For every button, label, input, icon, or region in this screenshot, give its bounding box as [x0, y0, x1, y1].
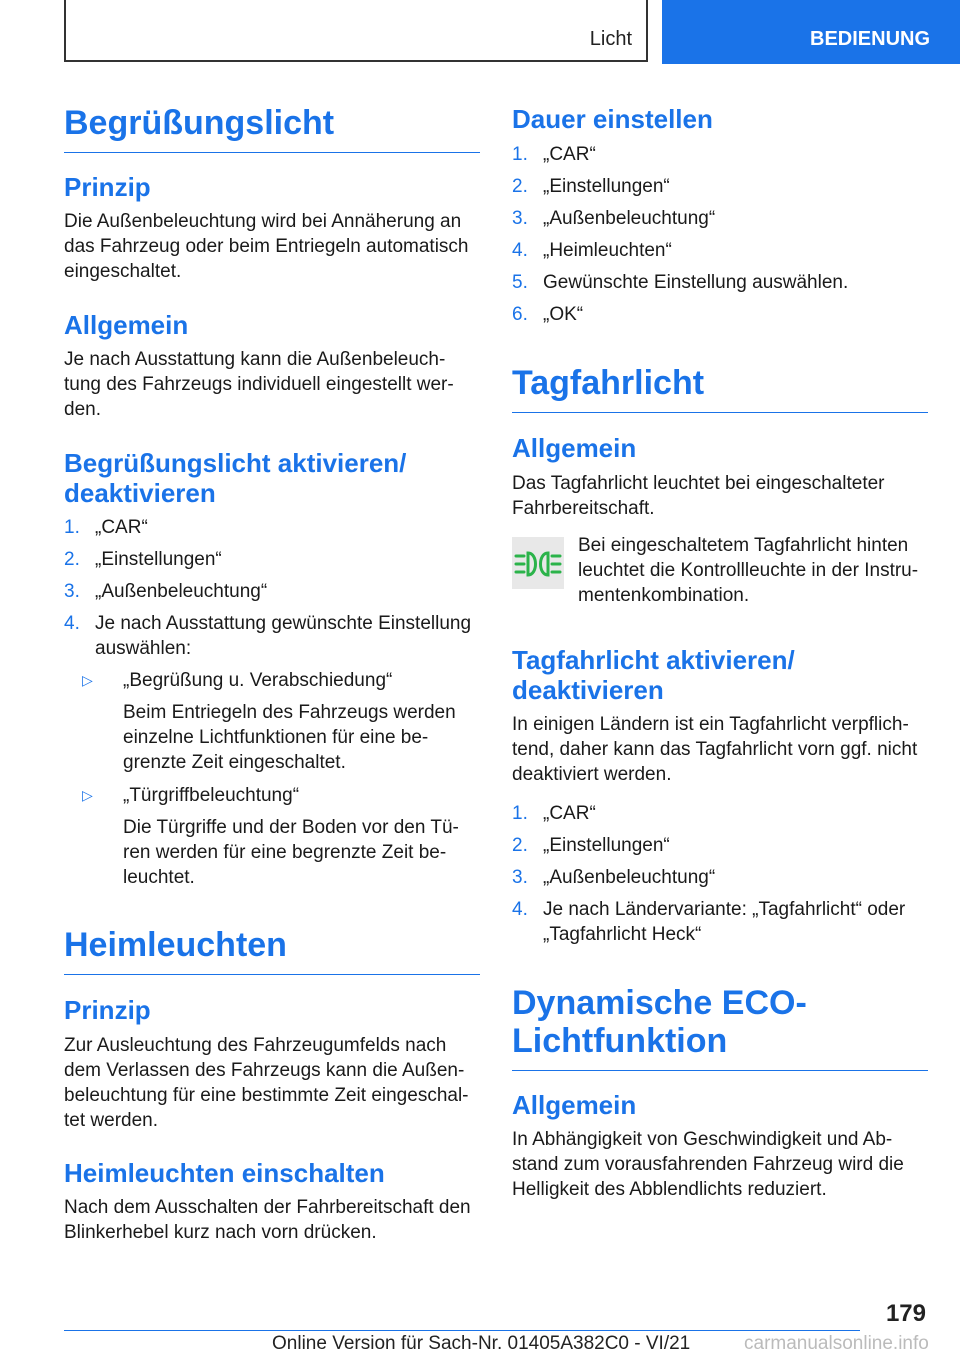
list-number: 1.: [64, 517, 80, 538]
text-principle: Die Außenbeleuchtung wird bei Annäherung an das Fahrzeug oder beim Entriegeln automatisch eingeschaltet.: [64, 211, 469, 282]
list-number: 2.: [64, 549, 80, 570]
daytime-running-light-icon: [512, 537, 564, 589]
heading-home-principle: Prinzip: [64, 995, 151, 1025]
heading-drl-activate-line2: deaktivieren: [512, 675, 664, 705]
sub-list-description: Die Türgriffe und der Boden vor den Tü-ren werden für eine begrenzte Zeit be-leuchtet.: [123, 817, 459, 888]
list-number: 5.: [512, 272, 528, 293]
list-text: „Außenbeleuchtung“: [543, 867, 716, 888]
heading-drl-activate-line1: Tagfahrlicht aktivieren/: [512, 645, 795, 675]
sub-list-description: Beim Entriegeln des Fahrzeugs werden einzelne Lichtfunktionen für eine be-grenzte Zeit eingeschaltet.: [123, 702, 456, 773]
heading-principle: Prinzip: [64, 172, 151, 202]
text-home-on: Nach dem Ausschalten der Fahrbereitschaft den Blinkerhebel kurz nach vorn drücken.: [64, 1197, 471, 1243]
heading-welcome-light: Begrüßungslicht: [64, 104, 480, 153]
list-text: „OK“: [543, 304, 584, 325]
heading-eco-line2: Lichtfunktion: [512, 1022, 728, 1060]
heading-eco-light: [512, 984, 928, 1071]
list-text: „Außenbeleuchtung“: [95, 581, 268, 602]
list-text: „Heimleuchten“: [543, 240, 672, 261]
text-drl-general: Das Tagfahrlicht leuchtet bei eingeschalteter Fahrbereitschaft.: [512, 473, 885, 519]
list-number: 2.: [512, 176, 528, 197]
list-number: 1.: [512, 144, 528, 165]
list-text: „Einstellungen“: [543, 835, 670, 856]
list-text: „Einstellungen“: [95, 549, 222, 570]
text-drl-indicator: Bei eingeschaltetem Tagfahrlicht hinten leuchtet die Kontrollleuchte in der Instru-mentenkombination.: [578, 535, 919, 606]
drl-indicator-icon: [512, 537, 564, 589]
heading-daytime-running-light: Tagfahrlicht: [512, 364, 928, 413]
list-number: 3.: [512, 867, 528, 888]
list-number: 4.: [512, 240, 528, 261]
footer-text: Online Version für Sach-Nr. 01405A382C0 - VI/21: [272, 1333, 691, 1354]
heading-eco-general: Allgemein: [512, 1090, 637, 1120]
heading-eco-line1: Dynamische ECO-: [512, 984, 807, 1022]
triangle-bullet-icon: ▷: [82, 672, 93, 688]
triangle-bullet-icon: ▷: [82, 787, 93, 803]
list-number: 3.: [512, 208, 528, 229]
header-box: [64, 0, 648, 62]
list-text: Je nach Ausstattung gewünschte Einstellung auswählen:: [95, 613, 472, 659]
footer-divider: [64, 1330, 860, 1331]
list-number: 4.: [512, 899, 528, 920]
list-text: „CAR“: [543, 803, 596, 824]
heading-general: Allgemein: [64, 310, 189, 340]
list-number: 4.: [64, 613, 80, 634]
sub-list-title: „Türgriffbeleuchtung“: [123, 785, 300, 806]
list-text: „CAR“: [543, 144, 596, 165]
sub-list-title: „Begrüßung u. Verabschiedung“: [123, 670, 393, 691]
list-number: 2.: [512, 835, 528, 856]
heading-home-on: Heimleuchten einschalten: [64, 1158, 385, 1188]
header-section-title: Licht: [589, 28, 632, 50]
list-text: „Einstellungen“: [543, 176, 670, 197]
watermark-text: carmanualsonline.info: [744, 1333, 929, 1354]
text-general: Je nach Ausstattung kann die Außenbeleuch-tung des Fahrzeugs individuell eingestellt wer-den.: [64, 349, 454, 420]
page-number: 179: [885, 1300, 926, 1327]
list-text: „Außenbeleuchtung“: [543, 208, 716, 229]
text-home-principle: Zur Ausleuchtung des Fahrzeugumfelds nach dem Verlassen des Fahrzeugs kann die Außen-beleuchtung für eine bestimmte Zeit eingeschal-tet werden.: [64, 1035, 469, 1131]
header-chapter-tab: BEDIENUNG: [662, 0, 960, 64]
heading-activate-line2: deaktivieren: [64, 478, 216, 508]
heading-home-light: Heimleuchten: [64, 926, 480, 975]
heading-duration: Dauer einstellen: [512, 104, 713, 134]
list-number: 6.: [512, 304, 528, 325]
list-text: Je nach Ländervariante: „Tagfahrlicht“ oder „Tagfahrlicht Heck“: [543, 899, 906, 945]
text-drl-activate: In einigen Ländern ist ein Tagfahrlicht verpflich-tend, daher kann das Tagfahrlicht vorn ggf. nicht deaktiviert werden.: [512, 714, 918, 785]
list-number: 1.: [512, 803, 528, 824]
list-text: „CAR“: [95, 517, 148, 538]
list-text: Gewünschte Einstellung auswählen.: [543, 272, 849, 293]
heading-activate-line1: Begrüßungslicht aktivieren/: [64, 448, 407, 478]
text-eco-general: In Abhängigkeit von Geschwindigkeit und Ab-stand zum vorausfahrenden Fahrzeug wird die Helligkeit des Abblendlichts reduziert.: [512, 1129, 904, 1200]
list-number: 3.: [64, 581, 80, 602]
heading-drl-general: Allgemein: [512, 433, 637, 463]
